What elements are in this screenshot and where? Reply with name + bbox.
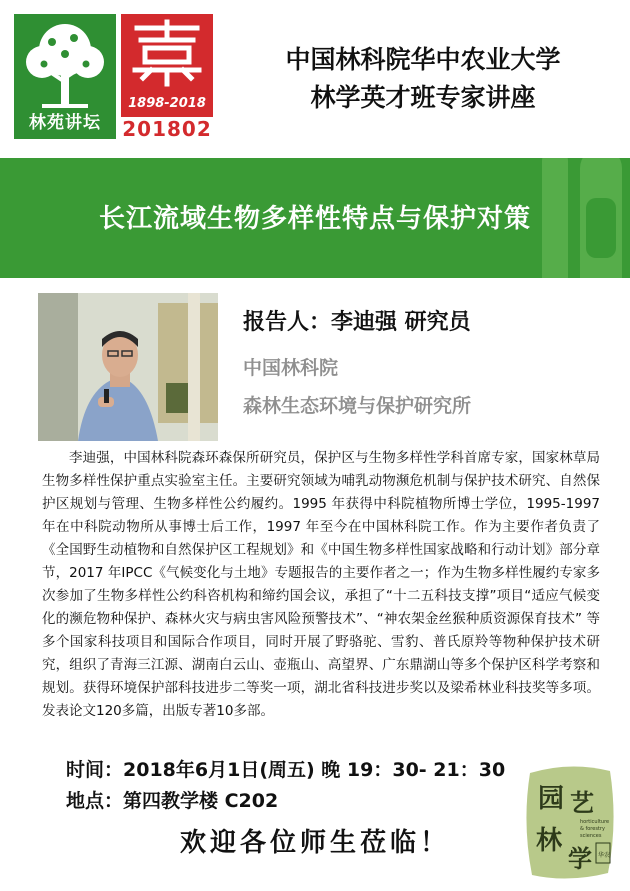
speaker-name: 报告人：李迪强 研究员 [243, 310, 471, 335]
seal-side-text: & forestry [580, 826, 605, 832]
speaker-organization: 中国林科院 [243, 357, 339, 379]
seal-side-text: sciences [580, 833, 602, 839]
seal-char: 园 [538, 784, 565, 814]
speaker-institute: 森林生态环境与保护研究所 [243, 395, 472, 417]
anniversary-years: 1898-2018 [128, 96, 206, 111]
header-title-line1: 中国林科院华中农业大学 [285, 45, 561, 74]
seal-char: 学 [568, 844, 592, 873]
seal-side-text: horticulture [580, 819, 610, 825]
forum-logo [14, 14, 116, 139]
event-location: 地点：第四教学楼 C202 [66, 790, 279, 812]
speaker-bio-text: 李迪强，中国林科院森环森保所研究员，保护区与生物多样性学科首席专家，国家林草局生物多样性保护重点实验室主任。主要研究领域为哺乳动物濒危机制与保护技术研究、自然保护区规划与管理、生物多样性公约履约。1995 年获得中科院植物所博士学位，1995-1997 年在中科院动物所从事博士后工作，1997 年至今在中国林科院工作。作为主要作者负责了《全国野生动植物和自然保护区工程规划》和《中国生物多样性国家战略和行动计划》部分章节，2017 年IPCC《气候变化与土地》专题报告的主要作者之一；作为生物多样性履约专家多次参加了生物多样性公约科咨机构和缔约国会议，承担了“十二五科技支撑”项目“适应气候变化的濒危物种保护、森林火灾与病虫害风险预警技术”、“神农架金丝猴种质资源保育技术” 等多个国家科技项目和国际合作项目，同时开展了野骆驼、雪豹、普氏原羚等物种保护技术研究，组织了青海三江源、湖南白云山、壶瓶山、高望界、广东鼎湖山等多个保护区科学考察和规划。获得环境保护部科技进步二等奖一项，湖北省科技进步奖以及梁希林业科技奖等多项。发表论文120多篇，出版专著10多部。 [42, 450, 600, 719]
seal-character-icon [127, 18, 207, 88]
seal-stamp: 华农 [598, 852, 611, 859]
seal-char: 林 [536, 826, 563, 856]
event-time: 时间：2018年6月1日(周五) 晚 19：30- 21：30 [66, 759, 506, 781]
header-title-line2: 林学英才班专家讲座 [310, 83, 536, 112]
college-seal-icon [522, 763, 620, 881]
anniversary-logo [121, 14, 213, 117]
college-seal [522, 763, 620, 881]
tree-icon [22, 20, 108, 112]
lecture-title: 长江流域生物多样性特点与保护对策 [98, 204, 531, 234]
title-banner [0, 158, 630, 278]
welcome-message: 欢迎各位师生莅临！ [179, 828, 450, 858]
issue-number: 201802 [122, 117, 212, 141]
speaker-portrait-icon [38, 293, 218, 441]
forum-logo-label: 林苑讲坛 [29, 113, 101, 133]
seal-char: 艺 [570, 788, 594, 817]
speaker-photo [38, 293, 218, 441]
speaker-bio [42, 447, 600, 723]
